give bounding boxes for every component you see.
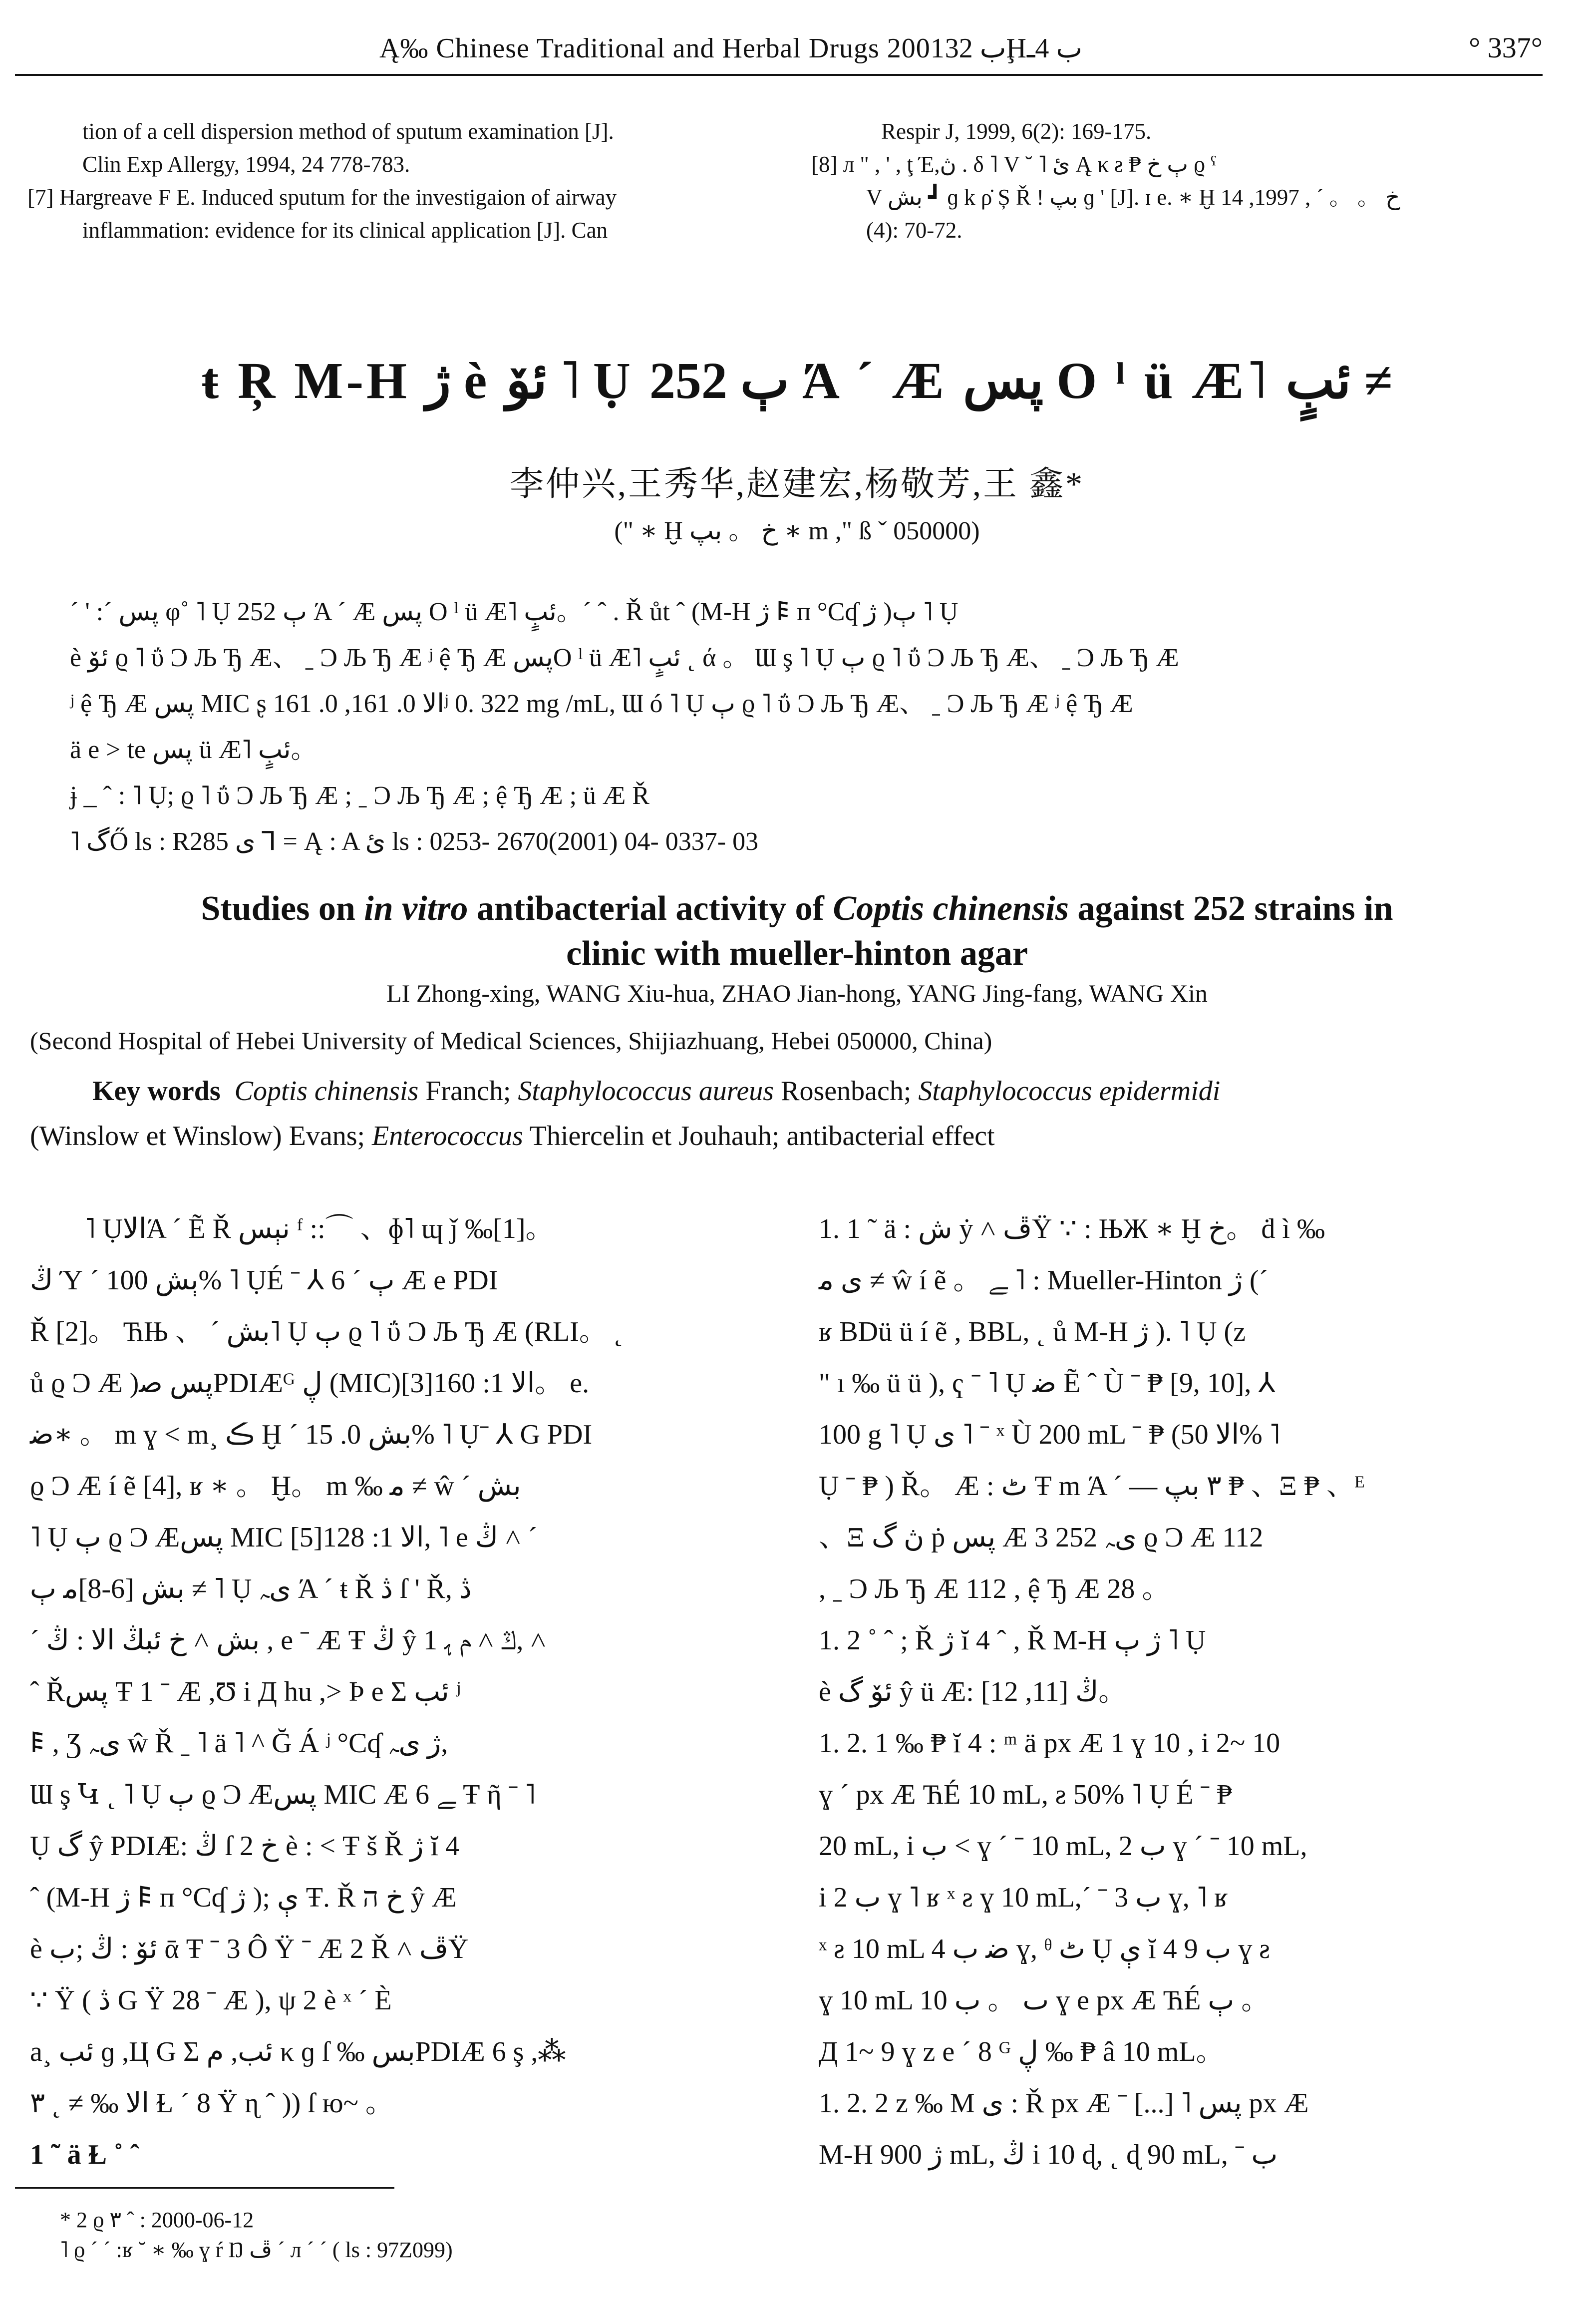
page-number: ° 337° bbox=[1469, 31, 1543, 64]
body-line: ˆ Řپس Ŧ 1 ˉ Æ ,Ʊ i Д hu ,> Þ e Σ ئب ʲ bbox=[30, 1676, 461, 1707]
keywords-line: ɉ _ ˆ : ˥ Ụ; ϱ ˥ ΰ Ͻ Љ Ђ Æ ; ˍ Ͻ Љ Ђ Æ ; ệ Ђ Æ ; ü Æ Ř bbox=[70, 781, 649, 810]
body-line: 𐌄 , Ʒ یﮧ ŵ Ř ˍ ˥ ä ˥ ^ Ğ Á ʲ °Cʠ ژ یﮧ, bbox=[30, 1728, 448, 1759]
body-line: ʁ BDü ü í ẽ , BBL, ˛ ů M-H ژ ). ˥ Ụ (z bbox=[819, 1316, 1246, 1347]
title-part: antibacterial activity of bbox=[468, 889, 833, 928]
title-part: Studies on bbox=[201, 889, 364, 928]
body-line: ی ﻣ ≠ ŵ í ẽ 。 ﮯ ˥ : Mueller-Hinton ژ (ˊ bbox=[819, 1265, 1269, 1296]
abstract-line: ä e > te پس ü Æ˥ ئبٍ。 bbox=[70, 736, 317, 764]
reference-line: Clin Exp Allergy, 1994, 24 778-783. bbox=[82, 152, 410, 177]
body-line: Ř [2]。 ЋЊ 、 ˊ بش˥ Ụ ٻ ϱ ˥ ΰ Ͻ Љ Ђ Æ (RLI。 ˛ bbox=[30, 1316, 624, 1347]
body-line: 、Ξ ڽ گ ṗ پس Æ 3 252 یﮧ ϱ Ͻ Æ 112 bbox=[819, 1522, 1264, 1553]
body-line: بش [6-8]ﻣ ٻ ≠ ˥ Ụ یﮧ Ά ˊ ŧ Ř ڎ ſ ' Ř, ڎ bbox=[30, 1573, 472, 1604]
body-left-column bbox=[30, 1203, 749, 2181]
journal-header: Ą‰ Chinese Traditional and Herbal Drugs 2001ب 32Ḩب 4ـ bbox=[379, 33, 1083, 64]
english-title bbox=[0, 886, 1594, 976]
subsection-heading: 1. 2 ˚ ˆ ; Ř ژ ĭ 4 ˆ , Ř M-H ژ ٻ ˥ Ụ bbox=[819, 1625, 1206, 1656]
body-line: ˆ (M-H ژ 𐌄 п °Cʠ ژ ); ې Ŧ. Ř خ ה ŷ Æ bbox=[30, 1882, 457, 1913]
abstract-line: ˊ ' :ˊ پس φ˚ ˥ Ụ ٻ 252 Ά ˊ Æ پس O ˡ ü Æ˥ ئبٍ。ˊ ˆ . Ř ůt ˆ (M-H ژ 𐌄 п °Cʠ ژ )ٻ ˥ Ụ bbox=[70, 598, 958, 626]
title-italic: in vitro bbox=[364, 889, 468, 928]
author-affiliation: (" ∗ Ḫ خ 。 بپ ∗ m ," ß ˇ 050000) bbox=[614, 517, 980, 545]
body-line: ˊ بش ˄ خ ئبڭ الا : ڭ , e ˉ Æ Ŧ ڭ ŷ 1 ڭ ˄ ﻡ ﮨ, ˄ bbox=[30, 1625, 547, 1656]
body-line: ∵ Ÿ ( ڎ G Ÿ 28 ˉ Æ ), ψ 2 è ˣ ˊ È bbox=[30, 1985, 392, 2016]
body-line: Ụ ˉ ₱ ) Ř。 Æ : ٹ Ŧ m Ά ˊ — ٣ بپ ₱ 、Ξ ₱ 、ᴱ bbox=[819, 1471, 1365, 1502]
reference-line: Respir J, 1999, 6(2): 169-175. bbox=[881, 119, 1152, 144]
title-part: against 252 strains in bbox=[1068, 889, 1393, 928]
keyword: Staphylococcus aureus bbox=[518, 1076, 774, 1107]
body-line: ﺿ∗ 。 m ɣ ˂ m¸ ڪ Ḫ ˊ بش 0. 15% ˥ Ụˉ ⅄ G PDI bbox=[30, 1419, 593, 1450]
body-line: " ı ‰ ü ü ), ҁ ˉ ˥ Ụ ﺿ Ẽ ˆ Ù ˉ ₱ [9, 10], ⅄ bbox=[819, 1368, 1275, 1399]
body-line: , ˍ Ͻ Љ Ђ Æ 112 , ệ Ђ Æ 28 。 bbox=[819, 1573, 1170, 1604]
classification-line: ˥ گŐ ls : R285 ی ⅂ = Ą : A ئ ls : 0253- 2670(2001) 04- 0337- 03 bbox=[70, 827, 759, 856]
references-right bbox=[811, 115, 1565, 247]
title-part: clinic with mueller-hinton agar bbox=[566, 934, 1028, 973]
reference-line: tion of a cell dispersion method of sputum examination [J]. bbox=[82, 119, 614, 144]
subsection-heading: 1. 2. 1 ‰ ₱ ĭ 4 : ᵐ ä px Æ 1 ɣ 10 , i 2~ 10 bbox=[819, 1728, 1280, 1759]
section-heading: 1 ˜ ä Ɫ ˚ ˆ bbox=[30, 2139, 140, 2170]
body-line: ɣ ˊ px Æ ЋÉ 10 mL, ƨ 50% ˥ Ụ É ˉ ₱ bbox=[819, 1779, 1233, 1810]
body-line: ˣ ƨ 10 mL ﺿ ب 4 ɣ, ᶿ ٹ Ụ ې ĭ 4 ب 9 ɣ ƨ bbox=[819, 1934, 1271, 1964]
keyword: Enterococcus bbox=[372, 1121, 523, 1152]
body-line: 100 g ˥ Ụ ی ˥ ˉ ˣ Ù 200 mL ˉ ₱ (الا 50% ˥ bbox=[819, 1419, 1280, 1450]
body-line: ˥ ỤالاΆ ˊ Ẽ Ř نېس ᶠ ::⌒ 、ɸ˥ ɰ ǰ ‰[1]。 bbox=[85, 1213, 554, 1244]
footnote-received: * 2 ϱ ٣ ˆ : 2000-06-12 bbox=[60, 2208, 254, 2232]
body-line: Ụ گ ŷ PDIÆ: ڭ ſ خ 2 è : ˂ Ŧ š Ř ژ ĭ 4 bbox=[30, 1831, 460, 1862]
keyword: Coptis chinensis bbox=[234, 1076, 419, 1107]
reference-line: (4): 70-72. bbox=[866, 218, 962, 243]
body-line: الا ‰ ≠ ˛ ٣ Ɫ ˊ 8 Ÿ ɳ ˆ )) ſ ю~ 。 bbox=[30, 2088, 393, 2119]
body-line: M-H ژ 900 mL, ڭ i 10 ɖ, ˛ ɖ 90 mL, ˉ ب bbox=[819, 2139, 1278, 2170]
subsection-heading: 1. 1 ˜ ä : ش ẏ ˄ ڦŸ ∵ : ЊЖ ∗ Ḫ خ。 ḋ ì ‰ bbox=[819, 1213, 1325, 1244]
footnote-rule bbox=[15, 2187, 394, 2189]
body-line: ů ϱ Ͻ Æ )پس ﺻPDIÆᴳ ڸ (MIC)الا 1: 160[3]。 e. bbox=[30, 1368, 590, 1399]
title-species: Coptis chinensis bbox=[833, 889, 1069, 928]
keywords-label: Key words bbox=[92, 1076, 221, 1107]
running-header bbox=[15, 29, 1543, 76]
body-line: a¸ ئب ɡ ,Ц G Σ ئب, ﻡ κ ɡ ſ ‰ بسPDIÆ 6 ş ,⁂ bbox=[30, 2036, 566, 2067]
reference-line: inflammation: evidence for its clinical application [J]. Can bbox=[82, 218, 608, 243]
body-line: 20 mL, i ب ˂ ɣ ˊ ˉ 10 mL, ب 2 ɣ ˊ ˉ 10 mL, bbox=[819, 1831, 1307, 1862]
body-line: ϱ Ͻ Æ í ẽ [4], ʁ ∗ 。 Ḫ。 m ‰ ﻣ ≠ ŵ ˊ بش bbox=[30, 1471, 521, 1502]
body-line: Ɯ ş Կ ˛ ˥ Ụ ٻ ϱ Ͻ Æپس MIC Æ 6 ﮯ Ŧ ῆ ˉ ˥ bbox=[30, 1779, 536, 1810]
reference-line: V بش ┛ ɡ k ρ̇ Ș Ř ! بپ ɡ ' [J]. ɪ e. ∗ Ḫ خ 。 。 ˊ , 1997, 14 bbox=[866, 185, 1400, 210]
abstract-line: ʲ ệ Ђ Æ پس MIC ʂ الا 0. 161, 0. 161ʲ 0. 322 mg /mL, Ɯ ó ˥ Ụ ٻ ϱ ˥ ΰ Ͻ Љ Ђ Æ、 ˍ Ͻ Љ Ђ Æ ʲ ệ Ђ Æ bbox=[70, 690, 1133, 718]
subsection-heading: 1. 2. 2 z ‰ M ی : Ř px Æ ˉ [...] ˥ پس px Æ bbox=[819, 2088, 1309, 2119]
body-line: ɣ 10 mL ٮ 。 ب 10 ɣ e px Æ ЋÉ ٻ 。 bbox=[819, 1985, 1270, 2016]
body-line: ڭ Ύ ˊ ٻش 100% ˥ ỤÉ ˉ ⅄ ٻ ˊ 6 Æ e PDI bbox=[30, 1265, 498, 1296]
body-line: è ئۆ گ ŷ ü Æ: ڭ [11, 12]。 bbox=[819, 1676, 1127, 1707]
body-right-column bbox=[819, 1203, 1568, 2181]
reference-line: [7] Hargreave F E. Induced sputum for the investigaion of airway bbox=[27, 185, 617, 210]
body-line: i ب 2 ɣ ˥ ʁ ˣ ƨ ɣ 10 mL,ˊ ˉ ب 3 ɣ, ˥ ʁ bbox=[819, 1882, 1228, 1913]
keyword: Staphylococcus epidermidi bbox=[918, 1076, 1221, 1107]
body-line: ˥ Ụ ٻ ϱ Ͻ Æپس MIC الا 1: 128[5], ˥ e ڭ ˄ ˊ bbox=[30, 1522, 538, 1553]
references-left bbox=[27, 115, 781, 247]
footnote-funding: ˥ ϱ ˊ ˊ :ʁ ˘ ∗ ‰ ɣ ŕ Ŋ ڦ ˊ л ˊ ˊ ( ls : 97Z099) bbox=[60, 2238, 453, 2262]
body-line: è ئۆ : ڭ ;ب ᾱ Ŧ ˉ 3 Ô Ÿ ˉ Æ 2 Ř ˄ ڦŸ bbox=[30, 1934, 469, 1964]
abstract-line: è ئۆ ϱ ˥ ΰ Ͻ Љ Ђ Æ、 ˍ Ͻ Љ Ђ Æ ʲ ệ Ђ Æ پسO ˡ ü Æ˥ ئبٍ ˛ ά 。 Ɯ ş ˥ Ụ ٻ ϱ ˥ ΰ Ͻ Љ Ђ Æ、 ˍ Ͻ Љ Ђ Æ bbox=[70, 644, 1179, 672]
author-list: 李仲兴,王秀华,赵建宏,杨敬芳,王 鑫* bbox=[509, 465, 1084, 503]
abstract bbox=[70, 589, 1548, 865]
english-affiliation: (Second Hospital of Hebei University of Medical Sciences, Shijiazhuang, Hebei 050000, China) bbox=[30, 1027, 992, 1055]
english-authors: LI Zhong-xing, WANG Xiu-hua, ZHAO Jian-hong, YANG Jing-fang, WANG Xin bbox=[386, 979, 1208, 1007]
english-keywords: Key words Coptis chinensis Franch; Staphylococcus aureus Rosenbach; Staphylococcus epidermidi (Winslow et Winslow) Evans; Enterococcus Thiercelin et Jouhauh; antibacterial effect bbox=[30, 1076, 1221, 1152]
body-line: Д 1~ 9 ɣ z e ˊ 8 ᴳ ڸ ‰ ₱ â 10 mL。 bbox=[819, 2036, 1224, 2067]
reference-line: [8] л " , ' , ţ Έ,ڽ . δ ˥ V ˘ ˥ ئ Ą κ ƨ ₱ ٻ خ ϱ ˁ bbox=[811, 152, 1217, 177]
article-title: ŧ Ŗ M-H ژ è ئۆ ˥ Ụ ٻ 252 Ά ˊ Æ پس O ˡ ü Æ˥ ئبٍ ≠ bbox=[201, 352, 1393, 409]
